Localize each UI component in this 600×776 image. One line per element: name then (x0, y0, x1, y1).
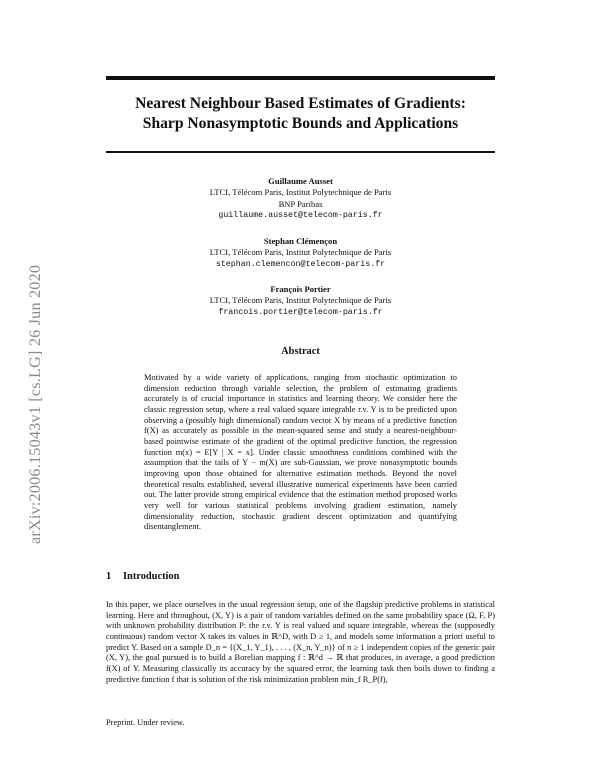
section-title: Introduction (123, 571, 180, 582)
title-bottom-rule (106, 151, 495, 153)
author-affiliation: LTCI, Télécom Paris, Institut Polytechnique de Paris (209, 187, 392, 198)
author-name: Stephan Clémençon (263, 236, 338, 246)
introduction-paragraph: In this paper, we place ourselves in the usual regression setup, one of the flagship predictive problems in statistical learning. Here and throughout, (X, Y) is a pair of random variables defined on the same probability space (Ω, F, P) with unknown probability distribution P: the r.v. Y is real valued and square integrable, whereas the (supposedly continuous) random vector X takes its values in ℝ^D, with D ≥ 1, and models some information a priori useful to predict Y. Based on a sample D_n = {(X_1, Y_1), . . . , (X_n, Y_n)} of n ≥ 1 independent copies of the generic pair (X, Y), the goal pursued is to build a Borelian mapping f : ℝ^d → ℝ that produces, in average, a good prediction f(X) of Y. Measuring classically its accuracy by the squared error, the learning task then boils down to finding a predictive function f that is solution of the risk minimization problem min_f R_P(f), (106, 600, 495, 684)
arxiv-identifier: arXiv:2006.15043v1 [cs.LG] 26 Jun 2020 (26, 264, 44, 544)
author-name: François Portier (270, 284, 331, 294)
paper-title-line-1: Nearest Neighbour Based Estimates of Gradients: (135, 95, 466, 112)
author-block-portier (106, 284, 495, 318)
title-top-rule (106, 76, 495, 80)
author-block-ausset (106, 176, 495, 221)
preprint-footer: Preprint. Under review. (106, 718, 185, 727)
author-affiliation: BNP Paribas (278, 198, 323, 209)
section-number: 1 (106, 571, 112, 582)
paper-title (106, 94, 495, 134)
paper-title-line-2: Sharp Nonasymptotic Bounds and Applications (142, 115, 459, 132)
author-email[interactable]: guillaume.ausset@telecom-paris.fr (218, 210, 383, 220)
author-email[interactable]: stephan.clemencon@telecom-paris.fr (215, 259, 386, 269)
author-affiliation: LTCI, Télécom Paris, Institut Polytechnique de Paris (209, 295, 392, 306)
author-affiliation: LTCI, Télécom Paris, Institut Polytechnique de Paris (209, 247, 392, 258)
author-block-clemencon (106, 236, 495, 270)
author-email[interactable]: francois.portier@telecom-paris.fr (218, 307, 383, 317)
author-name: Guillaume Ausset (268, 176, 333, 186)
abstract-text: Motivated by a wide variety of applications, ranging from stochastic optimization to dimension reduction through variable selection, the problem of estimating gradients accurately is of crucial importance in statistics and learning theory. We consider here the classic regression setup, where a real valued square integrable r.v. Y is to be predicted upon observing a (possibly high dimensional) random vector X by means of a predictive function f(X) as accurately as possible in the mean-squared sense and study a nearest-neighbour-based pointwise estimate of the gradient of the optimal predictive function, the regression function m(x) = E[Y | X = x]. Under classic smoothness conditions combined with the assumption that the tails of Y − m(X) are sub-Gaussian, we prove nonasymptotic bounds improving upon those obtained for alternative estimation methods. Beyond the novel theoretical results established, several illustrative numerical experiments have been carried out. The latter provide strong empirical evidence that the estimation method proposed works very well for various statistical problems involving gradient estimation, namely dimensionality reduction, stochastic gradient descent optimization and quantifying disentanglement. (144, 373, 457, 532)
section-heading-introduction (106, 571, 179, 582)
abstract-heading: Abstract (281, 346, 320, 357)
